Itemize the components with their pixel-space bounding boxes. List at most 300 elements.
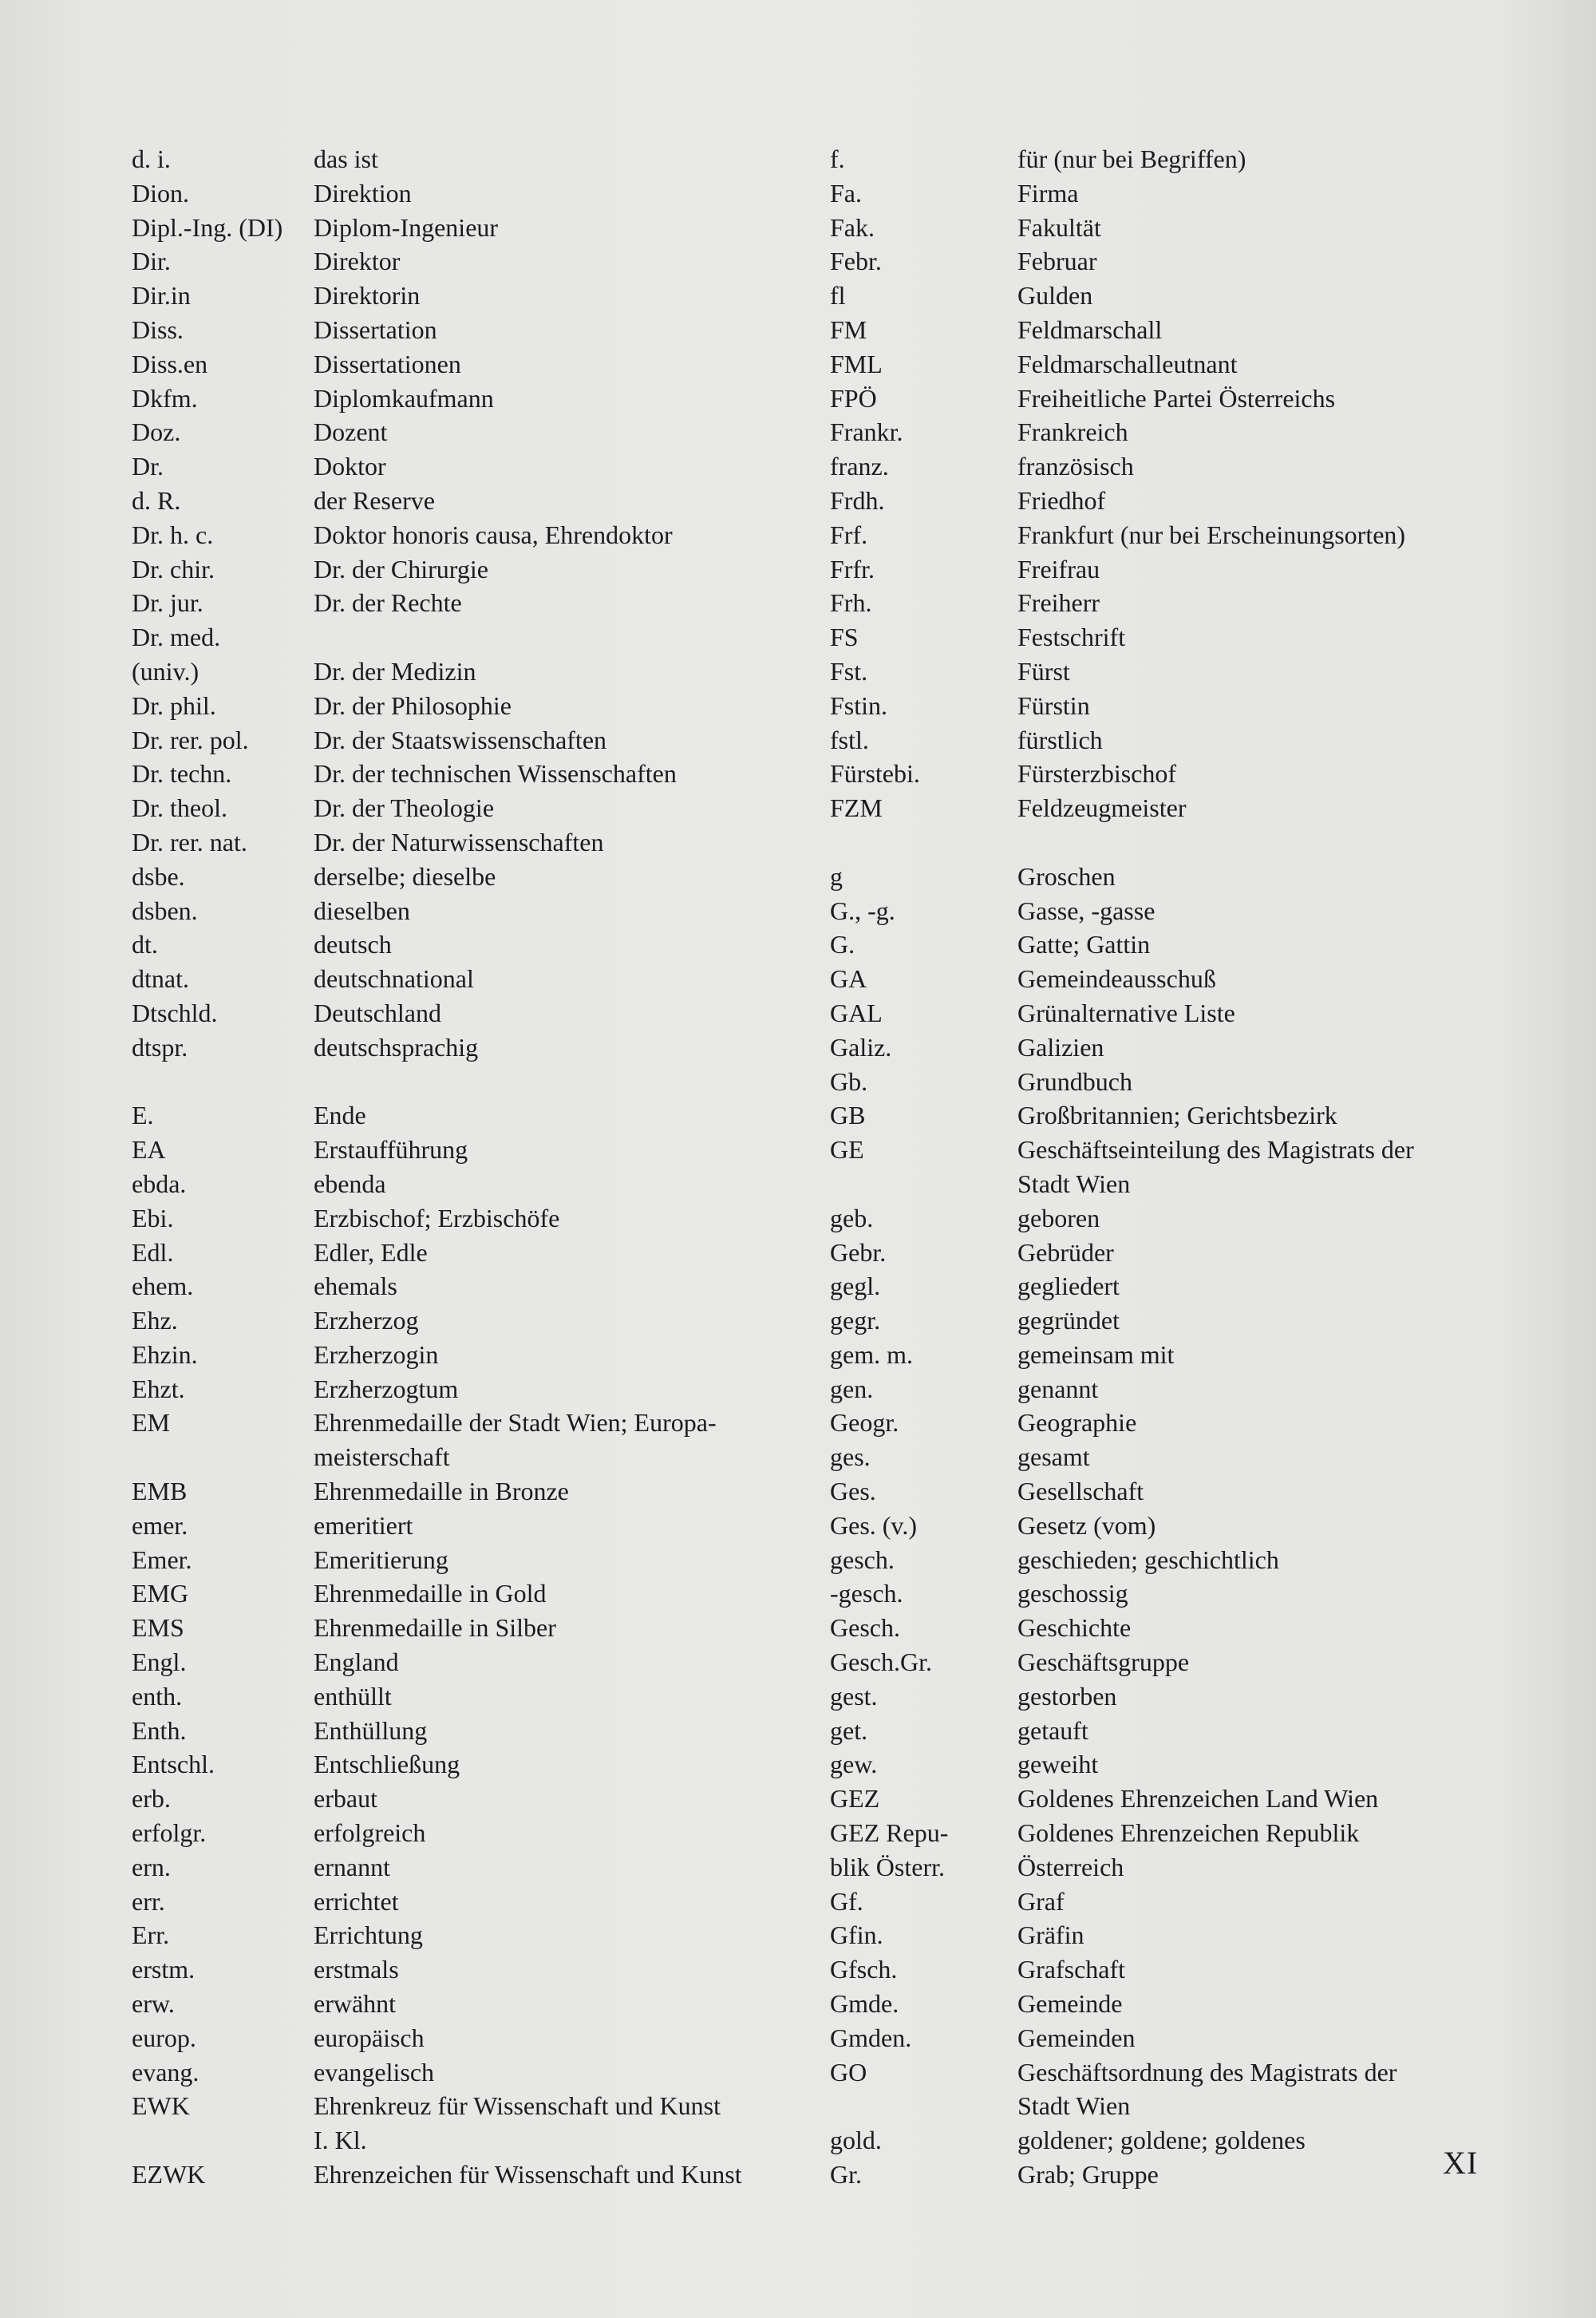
abbreviation-term: Ges. <box>830 1477 876 1506</box>
abbreviation-meaning: gesamt <box>1017 1442 1090 1472</box>
abbreviation-entry <box>830 449 1548 484</box>
abbreviation-term: Dr. phil. <box>132 690 216 720</box>
abbreviation-entry <box>132 484 850 518</box>
abbreviation-entry <box>132 1236 850 1270</box>
abbreviation-meaning: Doktor <box>314 452 386 481</box>
abbreviation-meaning: Dissertationen <box>314 349 461 378</box>
abbreviation-entry <box>132 1098 850 1133</box>
abbreviation-meaning: Erzbischof; Erzbischöfe <box>314 1203 560 1232</box>
abbreviation-meaning: ernannt <box>314 1852 390 1881</box>
abbreviation-meaning: ehemals <box>314 1272 397 1301</box>
abbreviation-term: Gmden. <box>830 2023 912 2052</box>
abbreviation-term: dtspr. <box>132 1032 188 1062</box>
abbreviation-entry <box>132 1303 850 1338</box>
abbreviation-meaning: Doktor honoris causa, Ehrendoktor <box>314 520 673 549</box>
abbreviation-term: Frfr. <box>830 554 875 583</box>
abbreviation-entry <box>830 1236 1548 1270</box>
abbreviation-meaning: Gemeindeausschuß <box>1017 964 1216 994</box>
abbreviation-term: FS <box>830 623 859 652</box>
abbreviation-entry <box>830 415 1548 449</box>
abbreviation-entry <box>830 962 1548 996</box>
abbreviation-term: gold. <box>830 2126 882 2155</box>
abbreviation-entry <box>830 552 1548 587</box>
abbreviation-entry <box>830 1406 1548 1440</box>
abbreviation-meaning: Dr. der Medizin <box>314 656 476 686</box>
abbreviation-term: franz. <box>830 452 889 481</box>
abbreviation-meaning: Dr. der Naturwissenschaften <box>314 827 604 856</box>
abbreviation-term: dt. <box>132 930 158 959</box>
abbreviation-term: Entschl. <box>132 1750 215 1779</box>
abbreviation-term: Ehzt. <box>132 1374 185 1403</box>
abbreviation-term: Ebi. <box>132 1203 174 1232</box>
abbreviation-term: G., -g. <box>830 896 895 925</box>
abbreviation-term: GA <box>830 964 867 994</box>
abbreviation-meaning: Geschäftsgruppe <box>1017 1648 1190 1677</box>
abbreviation-meaning: deutsch <box>314 930 392 959</box>
abbreviation-entry <box>132 1201 850 1236</box>
abbreviation-meaning: Groschen <box>1017 861 1116 891</box>
abbreviation-entry <box>132 1918 850 1952</box>
abbreviation-meaning: erwähnt <box>314 1989 397 2019</box>
abbreviation-term: Dr. rer. pol. <box>132 725 249 754</box>
abbreviation-meaning: Erstaufführung <box>314 1135 468 1165</box>
abbreviation-meaning: Diplom-Ingenieur <box>314 212 499 242</box>
abbreviation-term: Diss.en <box>132 349 208 378</box>
abbreviation-term: dsben. <box>132 896 198 925</box>
abbreviation-meaning: Grundbuch <box>1017 1066 1132 1096</box>
abbreviation-entry <box>830 1440 1548 1474</box>
abbreviation-entry <box>830 1952 1548 1987</box>
abbreviation-meaning: Gatte; Gattin <box>1017 930 1151 959</box>
abbreviation-meaning: gemeinsam mit <box>1017 1339 1175 1369</box>
abbreviation-entry <box>830 586 1548 620</box>
abbreviation-meaning: derselbe; dieselbe <box>314 861 496 891</box>
abbreviation-entry <box>132 894 850 928</box>
abbreviation-term: europ. <box>132 2023 196 2052</box>
abbreviation-term: emer. <box>132 1510 188 1540</box>
abbreviation-term: FM <box>830 314 867 344</box>
abbreviation-meaning: Erzherzogtum <box>314 1374 459 1403</box>
abbreviation-term: Galiz. <box>830 1032 892 1062</box>
abbreviation-meaning: Festschrift <box>1017 623 1126 652</box>
abbreviation-entry <box>132 382 850 416</box>
abbreviation-entry <box>830 2123 1548 2158</box>
abbreviation-term: Gebr. <box>830 1237 887 1267</box>
abbreviation-meaning: Fürst <box>1017 656 1070 686</box>
abbreviation-entry <box>830 1133 1548 1201</box>
abbreviation-meaning: Feldzeugmeister <box>1017 793 1187 823</box>
abbreviation-entry <box>132 449 850 484</box>
abbreviation-meaning: erfolgreich <box>314 1818 426 1848</box>
abbreviation-meaning: Emeritierung <box>314 1545 448 1574</box>
abbreviation-entry <box>830 655 1548 689</box>
abbreviation-term: GE <box>830 1135 864 1165</box>
abbreviation-meaning: Gräfin <box>1017 1920 1084 1950</box>
abbreviation-meaning: Fürstin <box>1017 690 1090 720</box>
abbreviation-term: FZM <box>830 793 883 823</box>
abbreviation-entry <box>830 279 1548 313</box>
page-number: XI <box>1443 2145 1479 2181</box>
abbreviation-entry <box>132 928 850 962</box>
abbreviation-entry <box>132 313 850 347</box>
abbreviation-meaning: emeritiert <box>314 1510 413 1540</box>
abbreviation-entry <box>132 176 850 211</box>
abbreviation-entry <box>830 1338 1548 1372</box>
abbreviation-term: erw. <box>132 1989 175 2019</box>
abbreviation-term: Diss. <box>132 314 184 344</box>
abbreviation-meaning: Edler, Edle <box>314 1237 428 1267</box>
abbreviation-meaning: Erzherzogin <box>314 1339 439 1369</box>
abbreviation-entry <box>830 1679 1548 1714</box>
abbreviation-meaning: Dr. der Philosophie <box>314 690 512 720</box>
abbreviation-entry <box>830 791 1548 825</box>
abbreviation-entry <box>830 860 1548 894</box>
abbreviation-term: g <box>830 861 843 891</box>
abbreviation-entry <box>830 1098 1548 1133</box>
abbreviation-entry <box>132 1167 850 1201</box>
abbreviation-term: erb. <box>132 1784 171 1814</box>
abbreviation-entry <box>132 962 850 996</box>
abbreviation-entry <box>132 1782 850 1816</box>
abbreviation-term: EM <box>132 1408 170 1438</box>
abbreviation-term: d. i. <box>132 144 171 173</box>
abbreviation-term: Fst. <box>830 656 868 686</box>
abbreviation-meaning: Grafschaft <box>1017 1955 1126 1984</box>
abbreviation-term: -gesch. <box>830 1579 903 1608</box>
abbreviation-entry <box>132 1406 850 1474</box>
abbreviation-meaning: Geographie <box>1017 1408 1137 1438</box>
abbreviation-entry <box>132 1509 850 1543</box>
abbreviation-term: f. <box>830 144 845 173</box>
abbreviation-entry <box>830 484 1548 518</box>
abbreviation-meaning: Freifrau <box>1017 554 1100 583</box>
abbreviation-term: Frf. <box>830 520 868 549</box>
abbreviation-term: EMB <box>132 1477 188 1506</box>
abbreviation-meaning: Frankreich <box>1017 417 1128 447</box>
section-spacer <box>830 825 1548 860</box>
abbreviation-entry <box>132 1645 850 1679</box>
abbreviation-entry <box>132 518 850 552</box>
abbreviation-term: Frdh. <box>830 485 885 515</box>
abbreviation-meaning: europäisch <box>314 2023 425 2052</box>
abbreviation-meaning: Fürsterzbischof <box>1017 759 1177 789</box>
abbreviation-term: ehem. <box>132 1272 194 1301</box>
abbreviation-meaning: evangelisch <box>314 2057 435 2087</box>
abbreviation-term: Ehzin. <box>132 1339 198 1369</box>
abbreviation-meaning: deutschsprachig <box>314 1032 479 1062</box>
abbreviation-term: evang. <box>132 2057 200 2087</box>
abbreviation-entry <box>132 1269 850 1303</box>
abbreviation-entry <box>830 723 1548 758</box>
abbreviation-term: erstm. <box>132 1955 196 1984</box>
abbreviation-meaning: Geschichte <box>1017 1613 1132 1643</box>
abbreviation-meaning: Großbritannien; Gerichtsbezirk <box>1017 1101 1337 1130</box>
abbreviation-term: Dr. med. <box>132 623 221 652</box>
abbreviation-entry <box>132 655 850 689</box>
abbreviation-term: Gesch.Gr. <box>830 1648 932 1677</box>
abbreviation-entry <box>830 1885 1548 1919</box>
abbreviation-entry <box>830 1816 1548 1885</box>
abbreviation-term: Ges. (v.) <box>830 1510 917 1540</box>
abbreviation-entry <box>132 2055 850 2090</box>
section-spacer <box>132 1065 850 1099</box>
abbreviation-entry <box>830 1065 1548 1099</box>
abbreviation-meaning: geweiht <box>1017 1750 1099 1779</box>
abbreviation-entry <box>830 142 1548 176</box>
abbreviation-term: gest. <box>830 1681 878 1711</box>
abbreviation-term: Gf. <box>830 1886 863 1916</box>
abbreviation-entry <box>830 313 1548 347</box>
abbreviation-entry <box>830 928 1548 962</box>
abbreviation-meaning: Dr. der Rechte <box>314 588 462 618</box>
abbreviation-term: Dtschld. <box>132 998 218 1027</box>
abbreviation-term: Enth. <box>132 1715 187 1745</box>
abbreviation-entry <box>132 415 850 449</box>
abbreviation-entry <box>830 1714 1548 1748</box>
abbreviation-term: EMG <box>132 1579 189 1608</box>
abbreviation-meaning: Feldmarschall <box>1017 314 1163 344</box>
abbreviation-term: Gfsch. <box>830 1955 898 1984</box>
abbreviation-meaning: Dissertation <box>314 314 437 344</box>
abbreviation-entry <box>830 1474 1548 1509</box>
abbreviation-term: gesch. <box>830 1545 895 1574</box>
abbreviation-term: get. <box>830 1715 868 1745</box>
abbreviation-entry <box>830 689 1548 723</box>
abbreviation-term: gen. <box>830 1374 874 1403</box>
abbreviation-entry <box>132 1816 850 1850</box>
abbreviation-term: Dr. <box>132 452 164 481</box>
abbreviation-meaning: Direktor <box>314 247 401 276</box>
abbreviation-entry <box>830 757 1548 791</box>
abbreviation-meaning: Grab; Gruppe <box>1017 2160 1159 2189</box>
abbreviation-term: Dr. jur. <box>132 588 203 618</box>
abbreviation-term: ges. <box>830 1442 871 1472</box>
abbreviation-term: enth. <box>132 1681 183 1711</box>
abbreviation-meaning: Grünalternative Liste <box>1017 998 1235 1027</box>
abbreviation-entry <box>830 1611 1548 1645</box>
abbreviation-term: Fürstebi. <box>830 759 920 789</box>
abbreviation-term: Dir.in <box>132 281 191 311</box>
abbreviation-entry <box>830 176 1548 211</box>
abbreviation-entry <box>132 142 850 176</box>
abbreviation-meaning: gegründet <box>1017 1306 1120 1335</box>
abbreviation-entry <box>132 552 850 587</box>
abbreviation-entry <box>132 586 850 620</box>
left-abbreviation-column <box>132 142 850 2192</box>
abbreviation-entry <box>132 1611 850 1645</box>
abbreviation-meaning: das ist <box>314 144 378 173</box>
abbreviation-term: Engl. <box>132 1648 187 1677</box>
abbreviation-entry <box>132 1952 850 1987</box>
abbreviation-meaning: geschossig <box>1017 1579 1128 1608</box>
abbreviation-meaning: Gesetz (vom) <box>1017 1510 1156 1540</box>
abbreviation-meaning: erbaut <box>314 1784 377 1814</box>
abbreviation-entry <box>830 211 1548 245</box>
abbreviation-term: GO <box>830 2057 867 2087</box>
abbreviation-meaning: Deutschland <box>314 998 441 1027</box>
abbreviation-entry <box>132 825 850 860</box>
abbreviation-meaning: für (nur bei Begriffen) <box>1017 144 1246 173</box>
abbreviation-entry <box>132 1474 850 1509</box>
abbreviation-entry <box>132 2158 850 2192</box>
abbreviation-term: Fak. <box>830 212 875 242</box>
abbreviation-term: GEZ <box>830 1784 880 1814</box>
abbreviation-term: EA <box>132 1135 166 1165</box>
abbreviation-entry <box>830 1269 1548 1303</box>
abbreviation-meaning: Entschließung <box>314 1750 460 1779</box>
abbreviation-term: Ehz. <box>132 1306 178 1335</box>
abbreviation-term: erfolgr. <box>132 1818 207 1848</box>
abbreviation-meaning: Freiheitliche Partei Österreichs <box>1017 383 1336 413</box>
abbreviation-term: Dir. <box>132 247 171 276</box>
abbreviation-entry <box>830 1918 1548 1952</box>
abbreviation-meaning: Gebrüder <box>1017 1237 1114 1267</box>
abbreviation-term: dtnat. <box>132 964 189 994</box>
abbreviation-meaning: Gasse, -gasse <box>1017 896 1156 925</box>
abbreviation-entry <box>830 1543 1548 1577</box>
abbreviation-term: FML <box>830 349 883 378</box>
abbreviation-term: fstl. <box>830 725 869 754</box>
abbreviation-term: dsbe. <box>132 861 185 891</box>
abbreviation-term: ern. <box>132 1852 171 1881</box>
abbreviation-entry <box>132 996 850 1030</box>
abbreviation-entry <box>132 1714 850 1748</box>
abbreviation-entry <box>132 689 850 723</box>
abbreviation-term: gegr. <box>830 1306 881 1335</box>
abbreviation-entry <box>830 2055 1548 2124</box>
abbreviation-meaning: Ehrenzeichen für Wissenschaft und Kunst <box>314 2160 742 2189</box>
abbreviation-meaning: Friedhof <box>1017 485 1106 515</box>
abbreviation-entry <box>132 620 850 655</box>
abbreviation-meaning: Ehrenmedaille in Bronze <box>314 1477 569 1506</box>
abbreviation-entry <box>132 1679 850 1714</box>
abbreviation-entry <box>830 347 1548 382</box>
abbreviation-meaning: gestorben <box>1017 1681 1117 1711</box>
abbreviation-meaning: Diplomkaufmann <box>314 383 494 413</box>
abbreviation-term: Gmde. <box>830 1989 899 2019</box>
abbreviation-meaning: Ehrenmedaille in Gold <box>314 1579 547 1608</box>
abbreviation-term: EMS <box>132 1613 184 1643</box>
abbreviation-entry <box>132 1030 850 1065</box>
abbreviation-meaning: Gesellschaft <box>1017 1477 1144 1506</box>
abbreviation-entry <box>132 757 850 791</box>
abbreviation-entry <box>830 1030 1548 1065</box>
abbreviation-entry <box>830 1645 1548 1679</box>
abbreviation-entry <box>132 1338 850 1372</box>
abbreviation-term: Emer. <box>132 1545 192 1574</box>
abbreviation-term: Gr. <box>830 2160 862 2189</box>
abbreviation-meaning: erstmals <box>314 1955 399 1984</box>
abbreviation-entry <box>830 1303 1548 1338</box>
abbreviation-meaning: Gemeinde <box>1017 1989 1123 2019</box>
abbreviation-entry <box>830 1782 1548 1816</box>
abbreviation-meaning: Gulden <box>1017 281 1093 311</box>
abbreviation-meaning: Frankfurt (nur bei Erscheinungsorten) <box>1017 520 1406 549</box>
abbreviation-meaning: Ehrenmedaille in Silber <box>314 1613 556 1643</box>
abbreviation-term: GEZ Repu- blik Österr. <box>830 1818 949 1881</box>
abbreviation-term: Frh. <box>830 588 872 618</box>
abbreviation-entry <box>132 279 850 313</box>
abbreviation-term: gegl. <box>830 1272 881 1301</box>
abbreviation-meaning: Februar <box>1017 247 1097 276</box>
abbreviation-meaning: Enthüllung <box>314 1715 428 1745</box>
abbreviation-meaning: enthüllt <box>314 1681 392 1711</box>
abbreviation-meaning: genannt <box>1017 1374 1099 1403</box>
abbreviation-term: err. <box>132 1886 165 1916</box>
abbreviation-term: G. <box>830 930 855 959</box>
abbreviation-meaning: Feldmarschalleutnant <box>1017 349 1238 378</box>
abbreviation-entry <box>132 1372 850 1406</box>
abbreviation-meaning: Dr. der Theologie <box>314 793 495 823</box>
abbreviation-meaning: Geschäftseinteilung des Magistrats der Stadt Wien <box>1017 1135 1414 1198</box>
abbreviation-meaning: Ende <box>314 1101 366 1130</box>
abbreviation-meaning: Ehrenkreuz für Wissenschaft und Kunst I. Kl. <box>314 2091 721 2155</box>
abbreviation-meaning: Freiherr <box>1017 588 1100 618</box>
abbreviation-meaning: geboren <box>1017 1203 1100 1232</box>
abbreviation-term: d. R. <box>132 485 181 515</box>
abbreviation-term: geb. <box>830 1203 874 1232</box>
abbreviation-meaning: Dozent <box>314 417 388 447</box>
abbreviation-entry <box>830 1576 1548 1611</box>
abbreviation-term: EWK <box>132 2091 190 2121</box>
abbreviation-entry <box>132 211 850 245</box>
abbreviation-meaning: errichtet <box>314 1886 399 1916</box>
abbreviation-meaning: getauft <box>1017 1715 1088 1745</box>
abbreviation-term: Dr. theol. <box>132 793 227 823</box>
abbreviation-meaning: dieselben <box>314 896 410 925</box>
abbreviation-meaning: Goldenes Ehrenzeichen Land Wien <box>1017 1784 1379 1814</box>
abbreviation-meaning: Gemeinden <box>1017 2023 1136 2052</box>
abbreviation-meaning: goldener; goldene; goldenes <box>1017 2126 1306 2155</box>
abbreviation-term: Dr. techn. <box>132 759 232 789</box>
abbreviation-meaning: Goldenes Ehrenzeichen Republik Österreich <box>1017 1818 1360 1881</box>
abbreviation-entry <box>132 723 850 758</box>
abbreviation-entry <box>132 1885 850 1919</box>
abbreviation-meaning: Dr. der technischen Wissenschaften <box>314 759 677 789</box>
abbreviation-meaning: Firma <box>1017 178 1079 208</box>
abbreviation-term: gew. <box>830 1750 878 1779</box>
abbreviation-entry <box>830 1201 1548 1236</box>
abbreviation-meaning: Graf <box>1017 1886 1065 1916</box>
abbreviation-meaning: fürstlich <box>1017 725 1103 754</box>
abbreviation-entry <box>132 1850 850 1885</box>
abbreviation-term: EZWK <box>132 2160 206 2189</box>
abbreviation-meaning: gegliedert <box>1017 1272 1120 1301</box>
abbreviation-meaning: England <box>314 1648 399 1677</box>
abbreviation-entry <box>132 1747 850 1782</box>
abbreviation-entry <box>830 2021 1548 2055</box>
abbreviation-entry <box>830 996 1548 1030</box>
abbreviation-term: fl <box>830 281 846 311</box>
abbreviation-entry <box>132 244 850 279</box>
abbreviation-meaning: Dr. der Staatswissenschaften <box>314 725 607 754</box>
abbreviation-entry <box>830 1747 1548 1782</box>
abbreviation-entry <box>132 1133 850 1167</box>
abbreviation-meaning: der Reserve <box>314 485 435 515</box>
abbreviation-meaning: Errichtung <box>314 1920 423 1950</box>
abbreviation-term: Doz. <box>132 417 181 447</box>
abbreviation-meaning: Direktorin <box>314 281 421 311</box>
abbreviation-term: Edl. <box>132 1237 174 1267</box>
abbreviation-term: Fa. <box>830 178 862 208</box>
abbreviation-term: Gesch. <box>830 1613 900 1643</box>
abbreviation-entry <box>830 1987 1548 2021</box>
abbreviation-entry <box>830 518 1548 552</box>
abbreviation-term: Dkfm. <box>132 383 198 413</box>
abbreviation-entry <box>132 791 850 825</box>
abbreviation-term: ebda. <box>132 1169 187 1198</box>
abbreviation-entry <box>132 1543 850 1577</box>
